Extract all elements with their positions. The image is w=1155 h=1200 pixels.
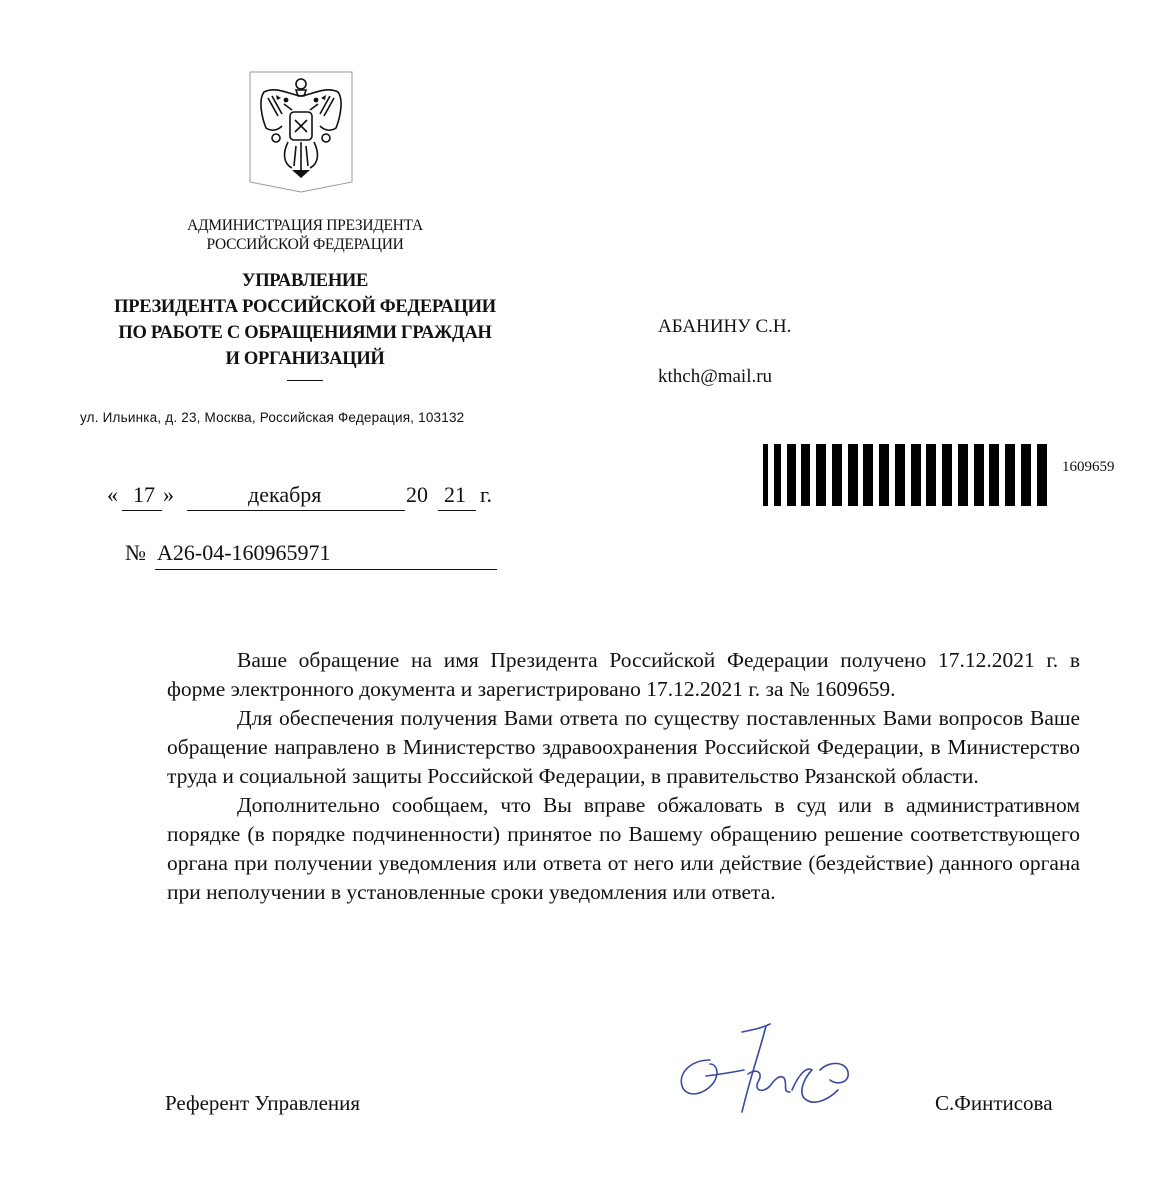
date-day: 17 <box>133 482 155 507</box>
coat-of-arms-emblem <box>248 70 354 194</box>
date-year-suffix: 21 <box>444 482 466 507</box>
date-close-quote: » <box>163 482 174 507</box>
date-open-quote: « <box>107 482 118 507</box>
reference-underline <box>155 569 497 570</box>
signer-name: С.Финтисова <box>935 1091 1053 1115</box>
date-month: декабря <box>248 482 322 507</box>
signer-position: Референт Управления <box>165 1091 361 1115</box>
reference-number-sign: № <box>125 540 146 565</box>
org-address: ул. Ильинка, д. 23, Москва, Российская Федерация, 103132 <box>80 410 465 425</box>
body-paragraph-3: Дополнительно сообщаем, что Вы вправе обжаловать в суд или в административном порядке (в порядке подчиненности) принятое по Вашему обращению решение соответствующего органа при получении уведомления или ответа от него или действие (бездействие) данного органа при неполучении в установленные сроки уведомления или ответа. <box>167 793 1080 904</box>
admin-line-2: РОССИЙСКОЙ ФЕДЕРАЦИИ <box>206 236 404 253</box>
body-paragraph-2: Для обеспечения получения Вами ответа по существу поставленных Вами вопросов Ваше обращение направлено в Министерство здравоохранения Российской Федерации, в Министерство труда и социальной защиты Российской Федерации, в правительство Рязанской области. <box>167 706 1080 788</box>
dept-line-4: И ОРГАНИЗАЦИЙ <box>225 349 385 369</box>
recipient-email: kthch@mail.ru <box>658 366 773 387</box>
barcode-number: 1609659 <box>1062 459 1115 475</box>
dept-line-3: ПО РАБОТЕ С ОБРАЩЕНИЯМИ ГРАЖДАН <box>118 323 492 343</box>
reference-number: А26-04-160965971 <box>157 540 331 565</box>
admin-line-1: АДМИНИСТРАЦИЯ ПРЕЗИДЕНТА <box>187 217 423 234</box>
date-month-underline <box>187 510 405 511</box>
header-divider <box>287 380 323 381</box>
recipient-name: АБАНИНУ С.Н. <box>658 316 792 337</box>
barcode <box>763 444 1047 506</box>
handwritten-signature <box>670 1020 860 1120</box>
letter-body <box>167 646 1080 907</box>
date-day-underline <box>122 510 162 511</box>
date-year-underline <box>438 510 476 511</box>
date-year-prefix: 20 <box>406 482 428 507</box>
date-year-label: г. <box>480 482 493 507</box>
body-paragraph-1: Ваше обращение на имя Президента Российской Федерации получено 17.12.2021 г. в форме электронного документа и зарегистрировано 17.12.2021 г. за № 1609659. <box>167 648 1080 701</box>
dept-line-2: ПРЕЗИДЕНТА РОССИЙСКОЙ ФЕДЕРАЦИИ <box>114 297 496 317</box>
dept-line-1: УПРАВЛЕНИЕ <box>241 271 369 291</box>
